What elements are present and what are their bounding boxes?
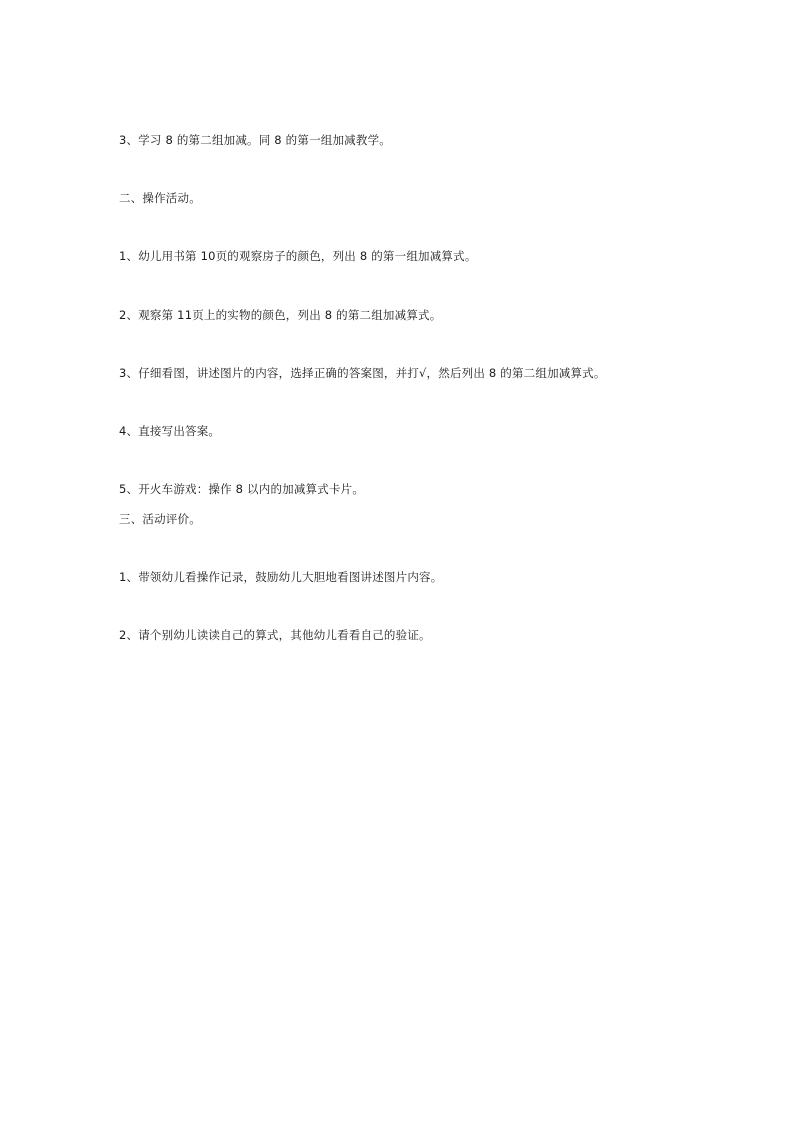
paragraph-activity-3: 3、仔细看图，讲述图片的内容，选择正确的答案图，并打√，然后列出 8 的第二组加减算式。	[119, 366, 606, 380]
paragraph-evaluation-2: 2、请个别幼儿读读自己的算式，其他幼儿看看自己的验证。	[119, 628, 431, 642]
paragraph-evaluation-1: 1、带领幼儿看操作记录，鼓励幼儿大胆地看图讲述图片内容。	[119, 570, 443, 584]
section-heading-activity: 二、操作活动。	[119, 191, 201, 205]
section-heading-evaluation: 三、活动评价。	[119, 512, 201, 526]
paragraph-learn-second-group: 3、学习 8 的第二组加减。同 8 的第一组加减教学。	[119, 133, 391, 147]
paragraph-activity-4: 4、直接写出答案。	[119, 424, 221, 438]
paragraph-activity-2: 2、观察第 11页上的实物的颜色，列出 8 的第二组加减算式。	[119, 308, 442, 322]
paragraph-activity-1: 1、幼儿用书第 10页的观察房子的颜色，列出 8 的第一组加减算式。	[119, 249, 477, 263]
paragraph-activity-5: 5、开火车游戏：操作 8 以内的加减算式卡片。	[119, 482, 365, 496]
